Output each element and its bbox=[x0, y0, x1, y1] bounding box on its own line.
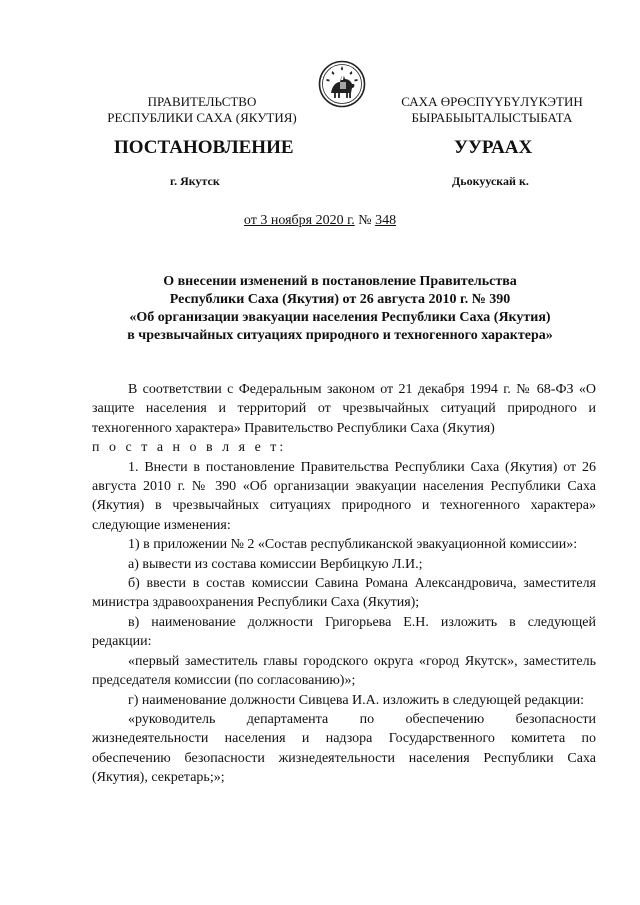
government-name-sah bbox=[382, 94, 602, 126]
item-v: в) наименование должности Григорьева Е.Н. изложить в следующей редакции: bbox=[92, 614, 596, 650]
coat-of-arms-icon bbox=[318, 60, 366, 108]
item-g: г) наименование должности Сивцева И.А. изложить в следующей редакции: bbox=[128, 692, 585, 708]
item-a: а) вывести из состава комиссии Вербицкую Л.И.; bbox=[128, 556, 423, 572]
doc-title bbox=[90, 273, 590, 345]
government-line-1: ПРАВИТЕЛЬСТВО bbox=[147, 94, 257, 109]
doc-type-sah: УУРААХ bbox=[454, 137, 533, 158]
intro-paragraph: В соответствии с Федеральным законом от 21 декабря 1994 г. № 68-ФЗ «О защите населения и территорий от чрезвычайных ситуаций природного и техногенного характера» Правительство Республики Саха (Якутия) bbox=[92, 382, 596, 436]
item-v-quote: «первый заместитель главы городского округа «город Якутск», заместитель председателя комиссии (по согласованию)»; bbox=[92, 653, 596, 689]
date-number-line bbox=[0, 213, 640, 229]
doc-type-ru: ПОСТАНОВЛЕНИЕ bbox=[114, 137, 294, 158]
city-ru: г. Якутск bbox=[170, 174, 220, 188]
city-sah: Дьокуускай к. bbox=[452, 174, 529, 188]
title-line: в чрезвычайных ситуациях природного и техногенного характера» bbox=[127, 328, 553, 343]
government-line-2: РЕСПУБЛИКИ САХА (ЯКУТИЯ) bbox=[107, 110, 297, 125]
title-line: «Об организации эвакуации населения Республики Саха (Якутия) bbox=[129, 310, 551, 325]
government-line-2-sah: БЫРАБЫЫТАЛЫСТЫБАТА bbox=[411, 110, 573, 125]
item-1: 1. Внести в постановление Правительства Республики Саха (Якутия) от 26 августа 2010 г. № 390 «Об организации эвакуации населения Республики Саха (Якутия) в чрезвычайных ситуациях природного и техногенного характера» следующие изменения: bbox=[92, 459, 596, 533]
doc-body bbox=[92, 380, 596, 788]
government-line-1-sah: САХА ӨРӨСПҮҮБҮЛҮКЭТИН bbox=[401, 94, 583, 109]
item-1-1: 1) в приложении № 2 «Состав республиканской эвакуационной комиссии»: bbox=[128, 537, 578, 553]
title-line: Республики Саха (Якутия) от 26 августа 2010 г. № 390 bbox=[169, 292, 511, 307]
government-name-ru bbox=[102, 94, 302, 126]
item-b: б) ввести в состав комиссии Савина Романа Александровича, заместителя министра здравоохранения Республики Саха (Якутия); bbox=[92, 576, 596, 611]
item-g-quote: «руководитель департамента по обеспечению безопасности жизнедеятельности населения и надзора Государственного комитета по обеспечению безопасности жизнедеятельности населения Республики Саха (Якутия), секретарь;»; bbox=[92, 711, 596, 786]
number-sign: № bbox=[358, 213, 372, 228]
doc-number: 348 bbox=[375, 213, 397, 228]
doc-date: от 3 ноября 2020 г. bbox=[243, 213, 355, 228]
resolves-line: п о с т а н о в л я е т: bbox=[92, 440, 287, 456]
title-line: О внесении изменений в постановление Правительства bbox=[163, 274, 517, 289]
